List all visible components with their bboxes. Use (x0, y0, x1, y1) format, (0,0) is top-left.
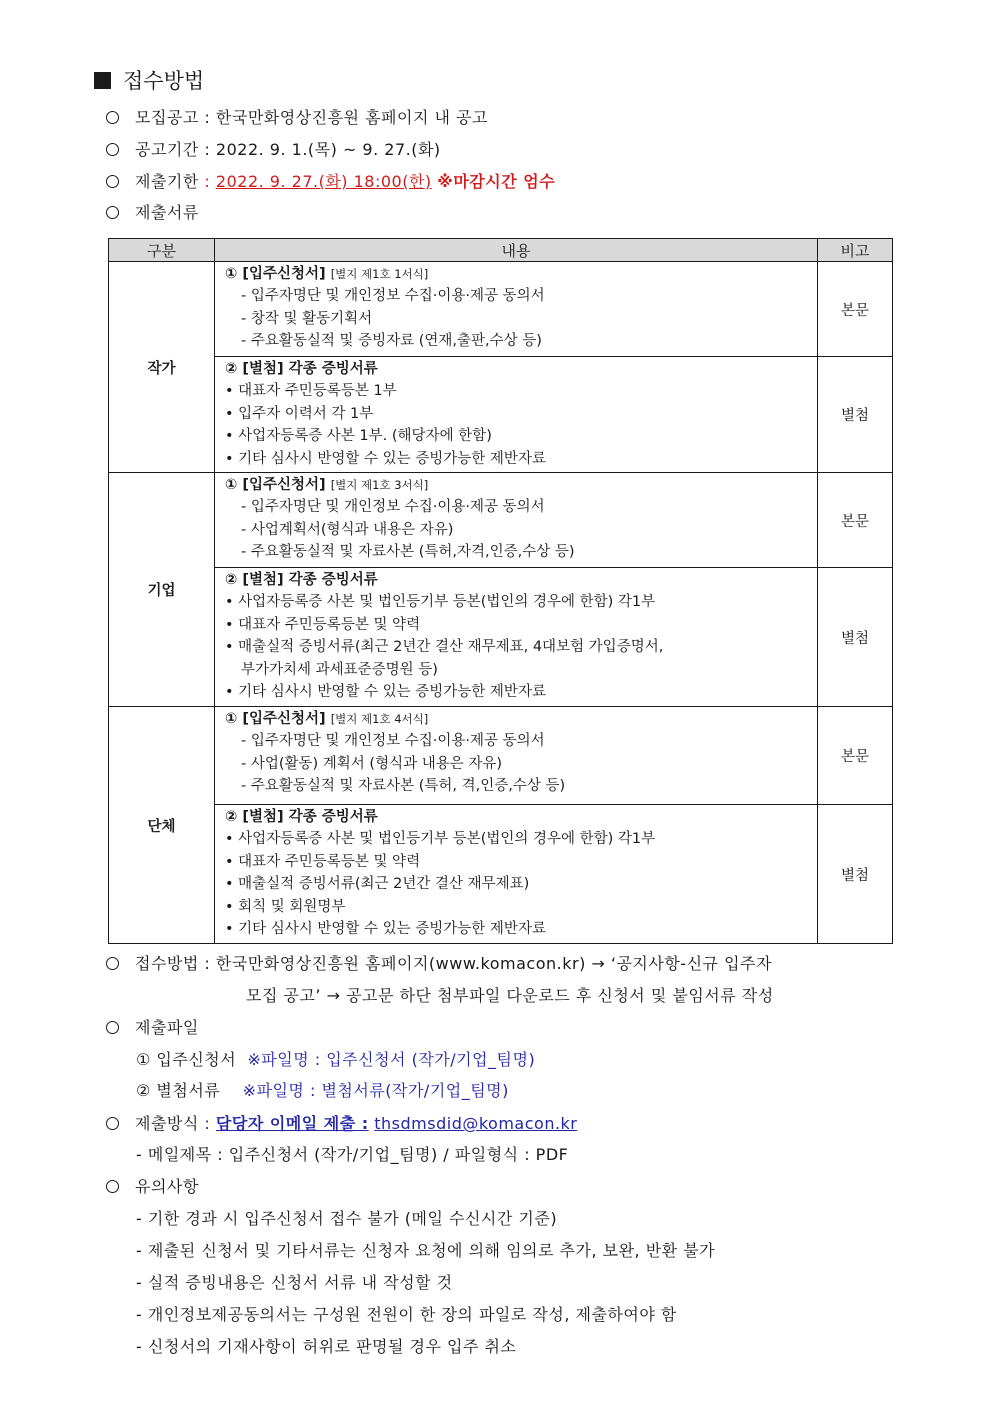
circle-bullet-icon (106, 206, 119, 219)
attach-cell: ② [별첨] 각종 증빙서류 • 사업자등록증 사본 및 법인등기부 등본(법인의 경우에 한함) 각1부 • 대표자 주민등록등본 및 약력 • 매출실적 증빙서류(최근 2년간 결산 재무제표) • 회칙 및 회원명부 • 기타 심사시 반영할 수 있는 증빙가능한 제반자료 (215, 805, 818, 944)
circle-bullet-icon (106, 1180, 119, 1193)
category-cell: 단체 (109, 707, 215, 944)
note-item: - 개인정보제공동의서는 구성원 전원이 한 장의 파일로 작성, 제출하여야 함 (136, 1305, 677, 1324)
recruit-line: 모집공고 : 한국만화영상진흥원 홈페이지 내 공고 (106, 107, 488, 129)
table-row (109, 805, 893, 944)
circle-bullet-icon (106, 1117, 119, 1130)
note-cell: 본문 (818, 262, 893, 357)
period-line: 공고기간 : 2022. 9. 1.(목) ~ 9. 27.(화) (106, 139, 441, 161)
deadline-line: 제출기한 : 2022. 9. 27.(화) 18:00(한) ※마감시간 엄수 (106, 171, 555, 193)
note-cell: 별첨 (818, 805, 893, 944)
files-line: 제출파일 (106, 1017, 199, 1039)
note-item: - 제출된 신청서 및 기타서류는 신청자 요청에 의해 임의로 추가, 보완, 반환 불가 (136, 1241, 716, 1260)
form-cell: ① [입주신청서] [별지 제1호 3서식] - 입주자명단 및 개인정보 수집·이용·제공 동의서 - 사업계획서(형식과 내용은 자유) - 주요활동실적 및 자료사본 (특허,자격,인증,수상 등) (215, 473, 818, 568)
note-cell: 본문 (818, 473, 893, 568)
mail-subject-line: - 메일제목 : 입주신청서 (작가/기업_팀명) / 파일형식 : PDF (136, 1145, 569, 1164)
category-cell: 기업 (109, 473, 215, 707)
circle-bullet-icon (106, 1021, 119, 1034)
file-item: ① 입주신청서 ※파일명 : 입주신청서 (작가/기업_팀명) (136, 1050, 536, 1069)
documents-table (108, 238, 893, 944)
submit-line: 제출방식 : 담당자 이메일 제출 : thsdmsdid@komacon.kr (106, 1113, 577, 1135)
circle-bullet-icon (106, 957, 119, 970)
circle-bullet-icon (106, 111, 119, 124)
note-item: - 실적 증빙내용은 신청서 서류 내 작성할 것 (136, 1273, 453, 1292)
notes-line: 유의사항 (106, 1176, 199, 1198)
category-cell: 작가 (109, 262, 215, 473)
table-row (109, 357, 893, 473)
header-category: 구분 (109, 239, 215, 262)
header-note: 비고 (818, 239, 893, 262)
table-row (109, 568, 893, 707)
table-row (109, 707, 893, 805)
circle-bullet-icon (106, 143, 119, 156)
circle-bullet-icon (106, 175, 119, 188)
section-title: 접수방법 (94, 64, 204, 96)
note-cell: 본문 (818, 707, 893, 805)
attach-cell: ② [별첨] 각종 증빙서류 • 대표자 주민등록등본 1부 • 입주자 이력서 각 1부 • 사업자등록증 사본 1부. (해당자에 한함) • 기타 심사시 반영할 수 있는 증빙가능한 제반자료 (215, 357, 818, 473)
attach-cell: ② [별첨] 각종 증빙서류 • 사업자등록증 사본 및 법인등기부 등본(법인의 경우에 한함) 각1부 • 대표자 주민등록등본 및 약력 • 매출실적 증빙서류(최근 2년간 결산 재무제표, 4대보험 가입증명서, 부가가치세 과세표준증명원 등) • 기타 심사시 반영할 수 있는 증빙가능한 제반자료 (215, 568, 818, 707)
email-link[interactable]: thsdmsdid@komacon.kr (374, 1114, 578, 1133)
method-line: 접수방법 : 한국만화영상진흥원 홈페이지(www.komacon.kr) → ‘공지사항-신규 입주자 (106, 953, 772, 975)
file-item: ② 별첨서류 ※파일명 : 별첨서류(작가/기업_팀명) (136, 1081, 509, 1100)
table-row (109, 473, 893, 568)
method-line-2: 모집 공고’ → 공고문 하단 첨부파일 다운로드 후 신청서 및 붙임서류 작성 (246, 986, 774, 1005)
note-item: - 기한 경과 시 입주신청서 접수 불가 (메일 수신시간 기준) (136, 1209, 558, 1228)
note-cell: 별첨 (818, 568, 893, 707)
table-header-row (109, 239, 893, 262)
header-content: 내용 (215, 239, 818, 262)
docs-line: 제출서류 (106, 202, 199, 224)
table-row (109, 262, 893, 357)
form-cell: ① [입주신청서] [별지 제1호 1서식] - 입주자명단 및 개인정보 수집·이용·제공 동의서 - 창작 및 활동기획서 - 주요활동실적 및 증빙자료 (연재,출판,수상 등) (215, 262, 818, 357)
square-bullet-icon (94, 72, 111, 89)
form-cell: ① [입주신청서] [별지 제1호 4서식] - 입주자명단 및 개인정보 수집·이용·제공 동의서 - 사업(활동) 계획서 (형식과 내용은 자유) - 주요활동실적 및 자료사본 (특허, 격,인증,수상 등) (215, 707, 818, 805)
note-cell: 별첨 (818, 357, 893, 473)
note-item: - 신청서의 기재사항이 허위로 판명될 경우 입주 취소 (136, 1337, 517, 1356)
